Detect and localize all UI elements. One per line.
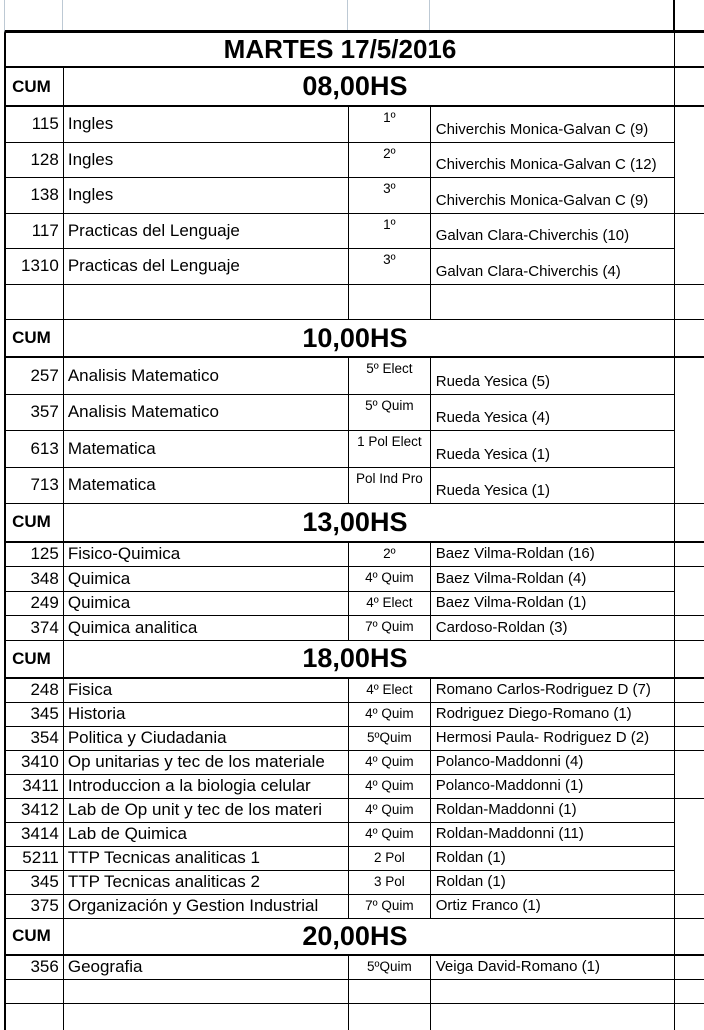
cell-course-code[interactable]: 348	[6, 567, 64, 591]
cell-room-number[interactable]	[675, 68, 704, 107]
cell-year-group[interactable]: 5º Quim	[349, 395, 431, 431]
cell-course-code[interactable]: 5211	[6, 847, 64, 870]
cell-year-group[interactable]: 3º	[349, 178, 431, 213]
cell-room-number[interactable]	[675, 107, 704, 214]
cell-room-number[interactable]	[675, 727, 704, 751]
cell-teacher[interactable]: Rueda Yesica (1)	[431, 431, 675, 467]
table-row	[4, 285, 675, 321]
cell-course-code[interactable]: 1310	[6, 249, 64, 284]
cell-year-group[interactable]: 4º Quim	[349, 799, 431, 822]
cell-year-group[interactable]: Pol Ind Pro	[349, 468, 431, 504]
table-row	[4, 107, 675, 143]
cell-subject[interactable]	[64, 980, 349, 1003]
cell-room-number[interactable]	[675, 616, 704, 641]
cell-teacher[interactable]: Chiverchis Monica-Galvan C (9)	[431, 107, 675, 142]
time-header-label[interactable]: 20,00HS	[64, 919, 675, 954]
cell-teacher[interactable]	[431, 980, 675, 1003]
cell-year-group[interactable]: 7º Quim	[349, 895, 431, 918]
cell-course-code[interactable]: 249	[6, 592, 64, 616]
cell-subject[interactable]: Ingles	[64, 107, 349, 142]
cell-teacher[interactable]: Ortiz Franco (1)	[431, 895, 675, 918]
time-header-row	[4, 641, 675, 679]
cell-year-group[interactable]: 2º	[349, 143, 431, 178]
cell-course-code[interactable]: 3412	[6, 799, 64, 822]
date-title[interactable]: MARTES 17/5/2016	[6, 33, 675, 66]
cell-room-number[interactable]	[675, 1004, 704, 1030]
cell-year-group[interactable]: 1 Pol Elect	[349, 431, 431, 467]
cell-year-group[interactable]: 5ºQuim	[349, 956, 431, 979]
cell-teacher[interactable]: Polanco-Maddonni (4)	[431, 751, 675, 774]
cell-course-code[interactable]: 257	[6, 358, 64, 394]
cell-course-code[interactable]: 375	[6, 895, 64, 918]
table-row	[4, 543, 675, 568]
cum-column-header[interactable]: CUM	[6, 919, 64, 954]
cell-room-number[interactable]	[675, 980, 704, 1004]
cell-year-group[interactable]: 4º Elect	[349, 592, 431, 616]
grid-cell	[430, 0, 675, 30]
cell-room-number[interactable]	[675, 895, 704, 919]
schedule-table	[4, 0, 675, 1030]
cell-room-number[interactable]	[675, 285, 704, 321]
cell-subject[interactable]: Practicas del Lenguaje	[64, 249, 349, 284]
cell-teacher[interactable]: Chiverchis Monica-Galvan C (9)	[431, 178, 675, 213]
cell-subject[interactable]: TTP Tecnicas analiticas 1	[64, 847, 349, 870]
cell-course-code[interactable]: 613	[6, 431, 64, 467]
table-row	[4, 799, 675, 823]
cum-column-header[interactable]: CUM	[6, 68, 64, 105]
cell-subject[interactable]: Politica y Ciudadania	[64, 727, 349, 750]
cell-course-code[interactable]: 3411	[6, 775, 64, 798]
cell-year-group[interactable]: 2 Pol	[349, 847, 431, 870]
table-row	[4, 980, 675, 1004]
cell-course-code[interactable]	[6, 1004, 64, 1030]
cell-teacher[interactable]	[431, 1004, 675, 1030]
cell-subject[interactable]: Matematica	[64, 468, 349, 504]
table-row	[4, 249, 675, 285]
cell-teacher[interactable]: Roldan (1)	[431, 847, 675, 870]
cum-column-header[interactable]: CUM	[6, 320, 64, 356]
cell-teacher[interactable]: Roldan-Maddonni (1)	[431, 799, 675, 822]
time-header-row	[4, 320, 675, 358]
cell-year-group[interactable]: 3º	[349, 249, 431, 284]
table-row	[4, 1004, 675, 1030]
table-row	[4, 751, 675, 775]
cell-teacher[interactable]: Rodriguez Diego-Romano (1)	[431, 703, 675, 726]
time-header-label[interactable]: 08,00HS	[64, 68, 675, 105]
cell-teacher[interactable]: Galvan Clara-Chiverchis (10)	[431, 214, 675, 249]
cell-subject[interactable]: Analisis Matematico	[64, 395, 349, 431]
cum-column-header[interactable]: CUM	[6, 504, 64, 541]
cell-year-group[interactable]: 1º	[349, 107, 431, 142]
table-row	[4, 592, 675, 617]
cell-course-code[interactable]: 356	[6, 956, 64, 979]
cell-course-code[interactable]: 345	[6, 703, 64, 726]
cell-subject[interactable]: Ingles	[64, 178, 349, 213]
cell-teacher[interactable]: Baez Vilma-Roldan (4)	[431, 567, 675, 591]
date-title-row	[4, 33, 675, 68]
cell-subject[interactable]: Analisis Matematico	[64, 358, 349, 394]
grid-cell	[63, 0, 349, 30]
cell-course-code[interactable]: 115	[6, 107, 64, 142]
cell-teacher[interactable]: Roldan-Maddonni (11)	[431, 823, 675, 846]
cell-course-code[interactable]: 354	[6, 727, 64, 750]
cell-subject[interactable]: Ingles	[64, 143, 349, 178]
cell-year-group[interactable]: 7º Quim	[349, 616, 431, 640]
cell-subject[interactable]: Lab de Op unit y tec de los materi	[64, 799, 349, 822]
cell-year-group[interactable]: 1º	[349, 214, 431, 249]
cell-subject[interactable]: Matematica	[64, 431, 349, 467]
cell-subject[interactable]: Geografia	[64, 956, 349, 979]
table-row	[4, 616, 675, 641]
grid-cell	[5, 0, 63, 30]
cell-course-code[interactable]	[6, 285, 64, 320]
cell-year-group[interactable]: 4º Elect	[349, 679, 431, 702]
cell-teacher[interactable]	[431, 285, 675, 320]
table-row	[4, 956, 675, 980]
cell-subject[interactable]: Organización y Gestion Industrial	[64, 895, 349, 918]
cell-room-number[interactable]	[675, 0, 704, 33]
cell-year-group[interactable]: 4º Quim	[349, 567, 431, 591]
cell-subject[interactable]: Practicas del Lenguaje	[64, 214, 349, 249]
cell-room-number[interactable]	[675, 956, 704, 980]
cell-year-group[interactable]: 5ºQuim	[349, 727, 431, 750]
cell-subject[interactable]: TTP Tecnicas analiticas 2	[64, 871, 349, 894]
cell-course-code[interactable]	[6, 980, 64, 1003]
cell-course-code[interactable]: 3414	[6, 823, 64, 846]
cell-room-number[interactable]	[675, 679, 704, 703]
cell-teacher[interactable]: Chiverchis Monica-Galvan C (12)	[431, 143, 675, 178]
table-row	[4, 703, 675, 727]
cell-room-number[interactable]	[675, 641, 704, 679]
cell-room-number[interactable]	[675, 567, 704, 616]
cell-teacher[interactable]: Cardoso-Roldan (3)	[431, 616, 675, 640]
cell-course-code[interactable]: 345	[6, 871, 64, 894]
cell-teacher[interactable]: Rueda Yesica (1)	[431, 468, 675, 504]
table-row	[4, 214, 675, 250]
time-header-row	[4, 68, 675, 107]
room-number-column	[675, 0, 704, 1030]
cell-teacher[interactable]: Romano Carlos-Rodriguez D (7)	[431, 679, 675, 702]
cell-course-code[interactable]: 713	[6, 468, 64, 504]
cell-teacher[interactable]: Roldan (1)	[431, 871, 675, 894]
cell-room-number[interactable]	[675, 320, 704, 358]
table-row	[4, 395, 675, 432]
cell-course-code[interactable]: 138	[6, 178, 64, 213]
table-row	[4, 871, 675, 895]
cell-teacher[interactable]: Rueda Yesica (5)	[431, 358, 675, 394]
cell-year-group[interactable]: 4º Quim	[349, 751, 431, 774]
cell-course-code[interactable]: 248	[6, 679, 64, 702]
cell-room-number[interactable]	[675, 799, 704, 895]
cell-year-group[interactable]	[349, 1004, 431, 1030]
cell-year-group[interactable]	[349, 980, 431, 1003]
cell-year-group[interactable]: 4º Quim	[349, 703, 431, 726]
cell-subject[interactable]: Historia	[64, 703, 349, 726]
cell-subject[interactable]: Quimica	[64, 567, 349, 591]
time-header-row	[4, 504, 675, 543]
cell-teacher[interactable]: Polanco-Maddonni (1)	[431, 775, 675, 798]
cell-year-group[interactable]: 5º Elect	[349, 358, 431, 394]
table-row	[4, 178, 675, 214]
cell-room-number[interactable]	[675, 504, 704, 543]
cell-teacher[interactable]: Veiga David-Romano (1)	[431, 956, 675, 979]
time-header-row	[4, 919, 675, 956]
cell-course-code[interactable]: 117	[6, 214, 64, 249]
table-row	[4, 727, 675, 751]
cell-year-group[interactable]: 4º Quim	[349, 823, 431, 846]
cell-subject[interactable]: Introduccion a la biologia celular	[64, 775, 349, 798]
cell-teacher[interactable]: Baez Vilma-Roldan (16)	[431, 543, 675, 567]
cell-room-number[interactable]	[675, 358, 704, 504]
cell-subject[interactable]: Quimica analitica	[64, 616, 349, 640]
excel-gridline-row	[4, 0, 675, 33]
cell-subject[interactable]: Quimica	[64, 592, 349, 616]
cell-course-code[interactable]: 128	[6, 143, 64, 178]
table-row	[4, 143, 675, 179]
table-row	[4, 358, 675, 395]
cell-year-group[interactable]: 4º Quim	[349, 775, 431, 798]
time-header-label[interactable]: 10,00HS	[64, 320, 675, 356]
table-row	[4, 679, 675, 703]
time-header-label[interactable]: 13,00HS	[64, 504, 675, 541]
cell-year-group[interactable]	[349, 285, 431, 320]
cell-room-number[interactable]	[675, 214, 704, 285]
cell-room-number[interactable]	[675, 751, 704, 799]
cell-room-number[interactable]	[675, 919, 704, 956]
cell-teacher[interactable]: Galvan Clara-Chiverchis (4)	[431, 249, 675, 284]
cell-subject[interactable]: Fisico-Quimica	[64, 543, 349, 567]
cell-course-code[interactable]: 357	[6, 395, 64, 431]
cell-room-number[interactable]	[675, 543, 704, 568]
cell-subject[interactable]	[64, 1004, 349, 1030]
table-row	[4, 847, 675, 871]
table-row	[4, 567, 675, 592]
cell-subject[interactable]	[64, 285, 349, 320]
cell-year-group[interactable]: 3 Pol	[349, 871, 431, 894]
grid-cell	[348, 0, 430, 30]
cell-subject[interactable]: Lab de Quimica	[64, 823, 349, 846]
cell-room-number[interactable]	[675, 703, 704, 727]
table-row	[4, 775, 675, 799]
table-row	[4, 823, 675, 847]
table-row	[4, 468, 675, 505]
cell-course-code[interactable]: 374	[6, 616, 64, 640]
table-row	[4, 895, 675, 919]
cell-teacher[interactable]: Baez Vilma-Roldan (1)	[431, 592, 675, 616]
table-row	[4, 431, 675, 468]
cell-teacher[interactable]: Hermosi Paula- Rodriguez D (2)	[431, 727, 675, 750]
cum-column-header[interactable]: CUM	[6, 641, 64, 677]
cell-course-code[interactable]: 125	[6, 543, 64, 567]
cell-course-code[interactable]: 3410	[6, 751, 64, 774]
time-header-label[interactable]: 18,00HS	[64, 641, 675, 677]
cell-subject[interactable]: Fisica	[64, 679, 349, 702]
cell-room-number[interactable]	[675, 33, 704, 68]
cell-subject[interactable]: Op unitarias y tec de los materiale	[64, 751, 349, 774]
cell-teacher[interactable]: Rueda Yesica (4)	[431, 395, 675, 431]
cell-year-group[interactable]: 2º	[349, 543, 431, 567]
